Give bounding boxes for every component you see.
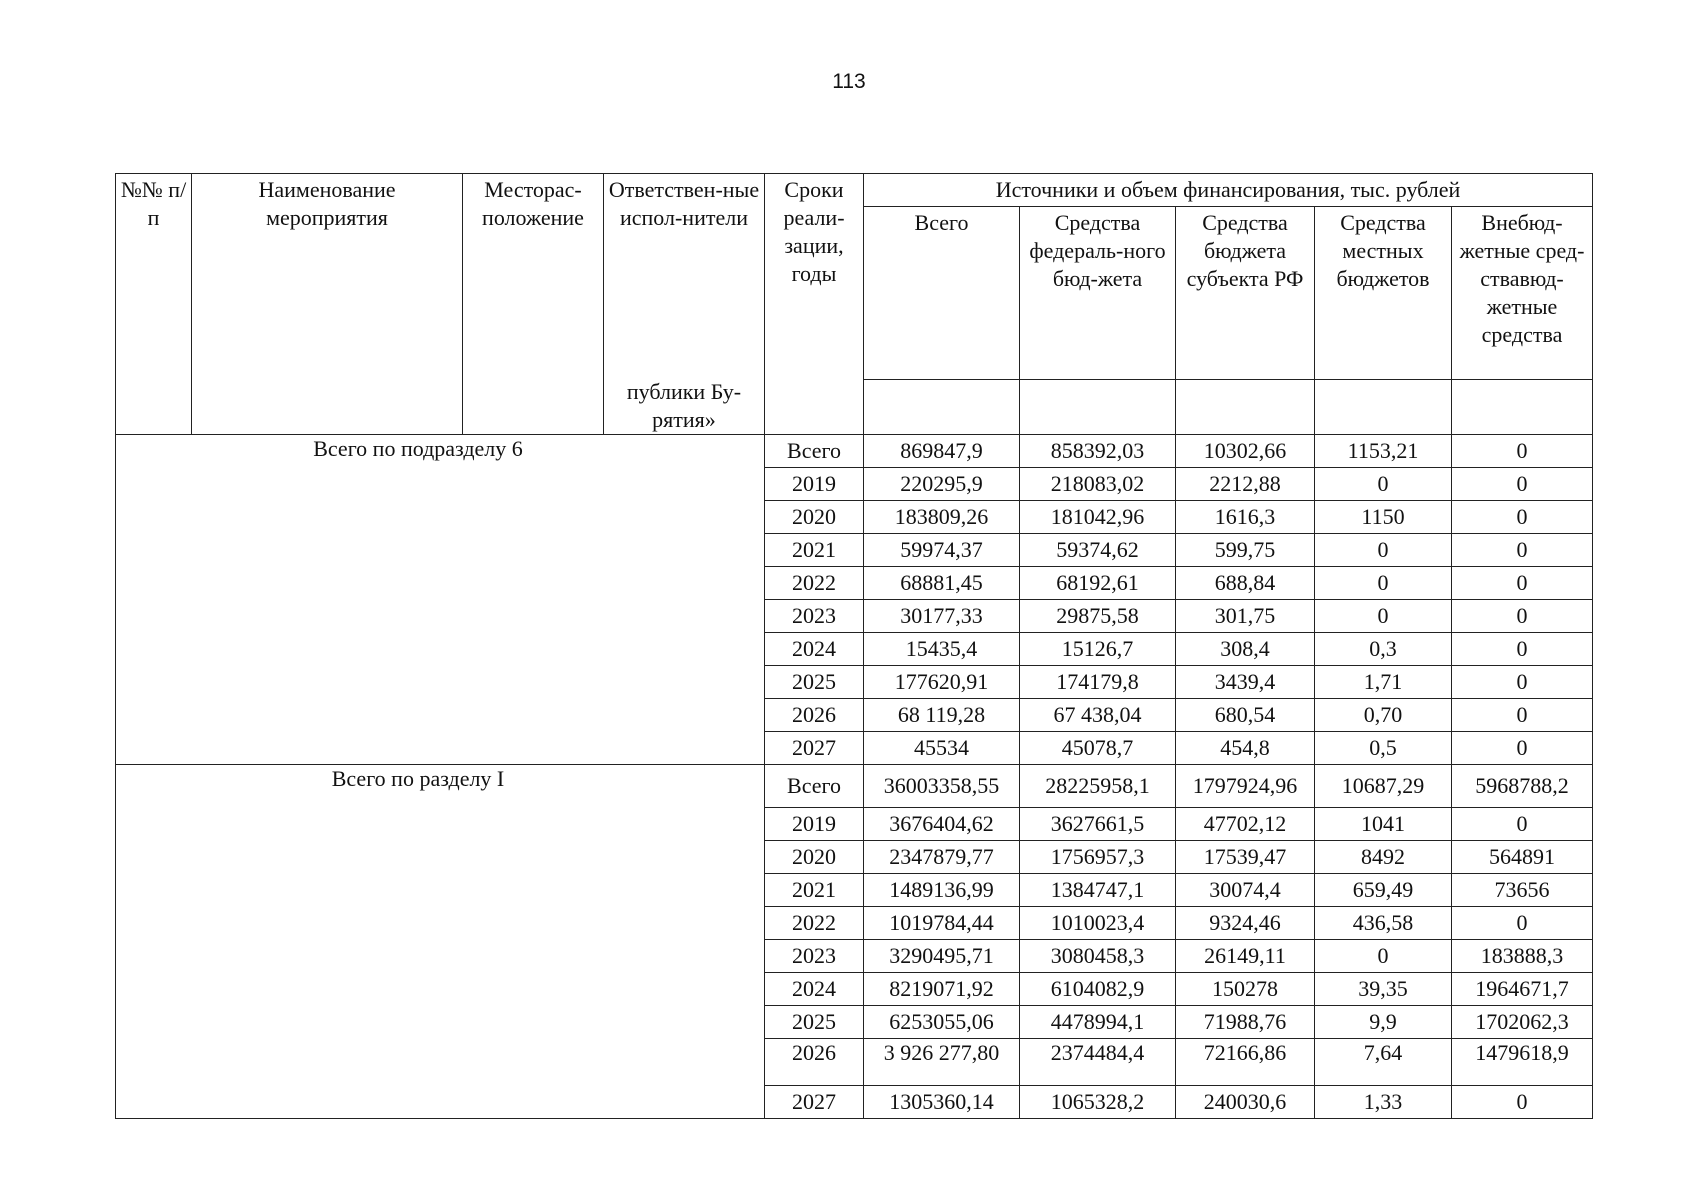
row-term: 2025 [765,1006,864,1039]
row-total: 1019784,44 [864,907,1020,940]
row-local: 7,64 [1315,1039,1452,1086]
row-local: 1,33 [1315,1086,1452,1119]
row-total: 1305360,14 [864,1086,1020,1119]
row-total: 6253055,06 [864,1006,1020,1039]
row-extra: 1702062,3 [1452,1006,1593,1039]
row-federal: 68192,61 [1020,567,1176,600]
row-subject: 688,84 [1176,567,1315,600]
row-term: 2025 [765,666,864,699]
row-term: Всего [765,435,864,468]
row-term: 2023 [765,940,864,973]
financing-table [115,173,1593,1119]
row-federal: 218083,02 [1020,468,1176,501]
table-row [116,765,1593,808]
row-local: 0 [1315,600,1452,633]
header-terms: Сроки реали-зации, годы [765,174,864,435]
row-term: 2027 [765,732,864,765]
row-local: 0,3 [1315,633,1452,666]
row-local: 0 [1315,534,1452,567]
header-name: Наименование мероприятия [192,174,463,435]
row-extra: 5968788,2 [1452,765,1593,808]
row-subject: 9324,46 [1176,907,1315,940]
row-term: 2024 [765,633,864,666]
row-term: 2021 [765,534,864,567]
row-subject: 47702,12 [1176,808,1315,841]
row-extra: 0 [1452,501,1593,534]
header-blank-cell [864,380,1020,435]
row-total: 2347879,77 [864,841,1020,874]
header-location: Месторас-положение [463,174,604,435]
row-term: 2024 [765,973,864,1006]
section-title-text: Всего по подразделу 6 [313,436,523,461]
row-total: 183809,26 [864,501,1020,534]
row-subject: 308,4 [1176,633,1315,666]
header-num: №№ п/п [116,174,192,435]
row-extra: 183888,3 [1452,940,1593,973]
row-total: 3 926 277,80 [864,1039,1020,1086]
row-total: 68 119,28 [864,699,1020,732]
row-term: 2026 [765,699,864,732]
row-total: 30177,33 [864,600,1020,633]
row-term: 2027 [765,1086,864,1119]
row-subject: 240030,6 [1176,1086,1315,1119]
row-local: 1041 [1315,808,1452,841]
row-extra: 0 [1452,567,1593,600]
row-local: 9,9 [1315,1006,1452,1039]
row-term: 2020 [765,841,864,874]
section-title [116,765,765,1119]
table-body [116,435,1593,1119]
header-blank-cell [1315,380,1452,435]
section-title [116,435,765,765]
row-extra: 0 [1452,600,1593,633]
row-local: 436,58 [1315,907,1452,940]
header-responsible-bottom: публики Бу-рятия» [626,379,742,432]
row-subject: 71988,76 [1176,1006,1315,1039]
row-local: 0 [1315,940,1452,973]
row-federal: 181042,96 [1020,501,1176,534]
row-term: Всего [765,765,864,808]
row-local: 0,70 [1315,699,1452,732]
row-extra: 564891 [1452,841,1593,874]
row-total: 15435,4 [864,633,1020,666]
page-number: 113 [832,70,866,93]
row-federal: 1756957,3 [1020,841,1176,874]
row-total: 45534 [864,732,1020,765]
row-total: 59974,37 [864,534,1020,567]
header-responsible [604,174,765,435]
row-term: 2021 [765,874,864,907]
row-extra: 0 [1452,1086,1593,1119]
row-local: 39,35 [1315,973,1452,1006]
row-extra: 0 [1452,468,1593,501]
row-federal: 2374484,4 [1020,1039,1176,1086]
row-subject: 3439,4 [1176,666,1315,699]
row-term: 2019 [765,468,864,501]
header-blank-cell [1176,380,1315,435]
row-extra: 0 [1452,435,1593,468]
row-subject: 680,54 [1176,699,1315,732]
row-extra: 73656 [1452,874,1593,907]
row-federal: 45078,7 [1020,732,1176,765]
header-blank-cell [1020,380,1176,435]
row-extra: 1479618,9 [1452,1039,1593,1086]
row-federal: 59374,62 [1020,534,1176,567]
row-subject: 10302,66 [1176,435,1315,468]
row-subject: 1616,3 [1176,501,1315,534]
row-extra: 0 [1452,666,1593,699]
row-local: 1153,21 [1315,435,1452,468]
row-federal: 4478994,1 [1020,1006,1176,1039]
header-local: Средства местных бюджетов [1315,207,1452,380]
row-local: 10687,29 [1315,765,1452,808]
row-federal: 858392,03 [1020,435,1176,468]
row-local: 0 [1315,567,1452,600]
section-title-text: Всего по разделу I [331,766,505,791]
table-row [116,435,1593,468]
row-federal: 174179,8 [1020,666,1176,699]
row-term: 2019 [765,808,864,841]
row-federal: 1384747,1 [1020,874,1176,907]
row-subject: 30074,4 [1176,874,1315,907]
row-local: 8492 [1315,841,1452,874]
row-extra: 0 [1452,633,1593,666]
row-local: 0,5 [1315,732,1452,765]
row-subject: 150278 [1176,973,1315,1006]
row-local: 659,49 [1315,874,1452,907]
row-local: 0 [1315,468,1452,501]
header-extra: Внебюд-жетные сред-ствавюд-жетные средства [1452,207,1593,380]
row-total: 36003358,55 [864,765,1020,808]
row-extra: 0 [1452,699,1593,732]
row-extra: 0 [1452,907,1593,940]
row-total: 869847,9 [864,435,1020,468]
row-extra: 0 [1452,732,1593,765]
row-federal: 1065328,2 [1020,1086,1176,1119]
row-subject: 301,75 [1176,600,1315,633]
row-federal: 3627661,5 [1020,808,1176,841]
row-total: 8219071,92 [864,973,1020,1006]
row-total: 1489136,99 [864,874,1020,907]
row-total: 3676404,62 [864,808,1020,841]
row-local: 1150 [1315,501,1452,534]
row-federal: 3080458,3 [1020,940,1176,973]
table-header [116,174,1593,435]
header-subject: Средства бюджета субъекта РФ [1176,207,1315,380]
row-term: 2020 [765,501,864,534]
header-total: Всего [864,207,1020,380]
row-local: 1,71 [1315,666,1452,699]
row-extra: 1964671,7 [1452,973,1593,1006]
row-federal: 28225958,1 [1020,765,1176,808]
row-total: 177620,91 [864,666,1020,699]
row-federal: 29875,58 [1020,600,1176,633]
row-federal: 67 438,04 [1020,699,1176,732]
row-subject: 17539,47 [1176,841,1315,874]
row-term: 2022 [765,907,864,940]
row-subject: 454,8 [1176,732,1315,765]
row-subject: 599,75 [1176,534,1315,567]
row-term: 2023 [765,600,864,633]
row-subject: 1797924,96 [1176,765,1315,808]
row-subject: 72166,86 [1176,1039,1315,1086]
row-subject: 2212,88 [1176,468,1315,501]
row-subject: 26149,11 [1176,940,1315,973]
row-term: 2022 [765,567,864,600]
row-term: 2026 [765,1039,864,1086]
header-sources: Источники и объем финансирования, тыс. рублей [864,174,1593,207]
row-total: 3290495,71 [864,940,1020,973]
header-responsible-top: Ответствен-ные испол-нители [608,177,760,230]
row-federal: 1010023,4 [1020,907,1176,940]
row-total: 68881,45 [864,567,1020,600]
header-federal: Средства федераль-ного бюд-жета [1020,207,1176,380]
header-blank-cell [1452,380,1593,435]
row-total: 220295,9 [864,468,1020,501]
row-extra: 0 [1452,808,1593,841]
row-federal: 6104082,9 [1020,973,1176,1006]
row-federal: 15126,7 [1020,633,1176,666]
row-extra: 0 [1452,534,1593,567]
